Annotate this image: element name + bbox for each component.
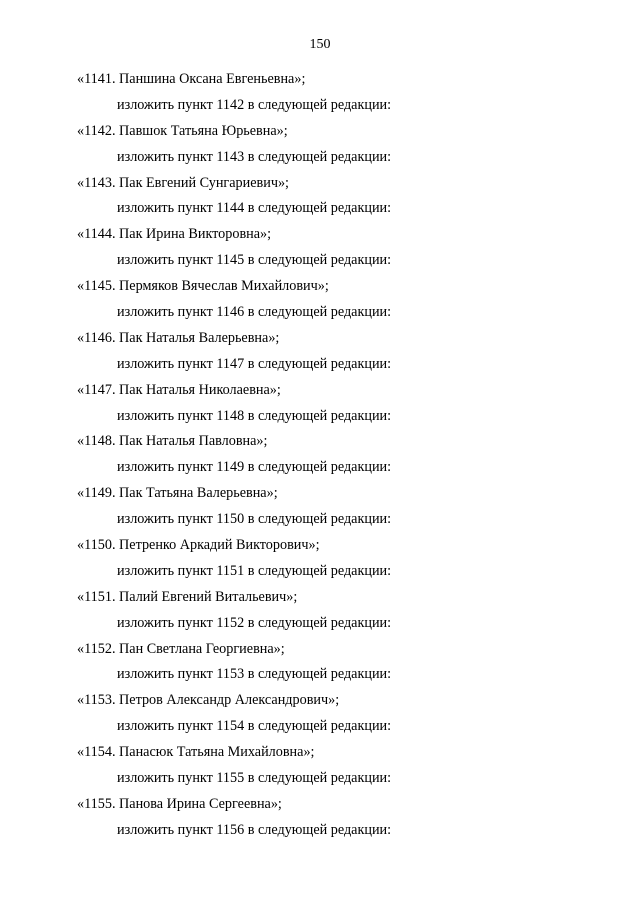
list-item-instruction: изложить пункт 1155 в следующей редакции: — [117, 770, 392, 787]
list-item-instruction: изложить пункт 1149 в следующей редакции: — [117, 459, 392, 476]
list-item-entry: «1147. Пак Наталья Николаевна»; — [77, 381, 281, 398]
list-item-instruction: изложить пункт 1148 в следующей редакции: — [117, 407, 392, 424]
list-item-instruction: изложить пункт 1151 в следующей редакции: — [117, 562, 392, 579]
list-item-instruction: изложить пункт 1152 в следующей редакции: — [117, 614, 392, 631]
list-item-entry: «1150. Петренко Аркадий Викторович»; — [77, 537, 320, 554]
list-item-entry: «1155. Панова Ирина Сергеевна»; — [77, 795, 282, 812]
list-item-instruction: изложить пункт 1145 в следующей редакции: — [117, 252, 392, 269]
list-item-entry: «1152. Пан Светлана Георгиевна»; — [77, 640, 285, 657]
list-item-instruction: изложить пункт 1142 в следующей редакции: — [117, 96, 392, 113]
list-item-entry: «1142. Павшок Татьяна Юрьевна»; — [77, 122, 288, 139]
list-item-instruction: изложить пункт 1144 в следующей редакции: — [117, 200, 392, 217]
list-item-entry: «1149. Пак Татьяна Валерьевна»; — [77, 485, 278, 502]
list-item-instruction: изложить пункт 1143 в следующей редакции: — [117, 148, 392, 165]
list-item-entry: «1143. Пак Евгений Сунгариевич»; — [77, 174, 289, 191]
list-item-entry: «1148. Пак Наталья Павловна»; — [77, 433, 268, 450]
list-item-instruction: изложить пункт 1156 в следующей редакции: — [117, 821, 392, 838]
list-item-instruction: изложить пункт 1146 в следующей редакции: — [117, 304, 392, 321]
list-item-entry: «1145. Пермяков Вячеслав Михайлович»; — [77, 278, 329, 295]
document-body — [0, 69, 640, 846]
list-item-entry: «1144. Пак Ирина Викторовна»; — [77, 226, 272, 243]
list-item-entry: «1151. Палий Евгений Витальевич»; — [77, 588, 298, 605]
list-item-entry: «1141. Паншина Оксана Евгеньевна»; — [77, 71, 306, 87]
list-item-instruction: изложить пункт 1150 в следующей редакции: — [117, 511, 392, 528]
list-item-entry: «1146. Пак Наталья Валерьевна»; — [77, 329, 280, 346]
list-item-entry: «1154. Панасюк Татьяна Михайловна»; — [77, 744, 315, 761]
list-item-instruction: изложить пункт 1154 в следующей редакции: — [117, 718, 392, 735]
page-number: 150 — [309, 37, 331, 52]
list-item-instruction: изложить пункт 1147 в следующей редакции: — [117, 355, 392, 372]
list-item-entry: «1153. Петров Александр Александрович»; — [77, 692, 340, 709]
list-item-instruction: изложить пункт 1153 в следующей редакции: — [117, 666, 392, 683]
